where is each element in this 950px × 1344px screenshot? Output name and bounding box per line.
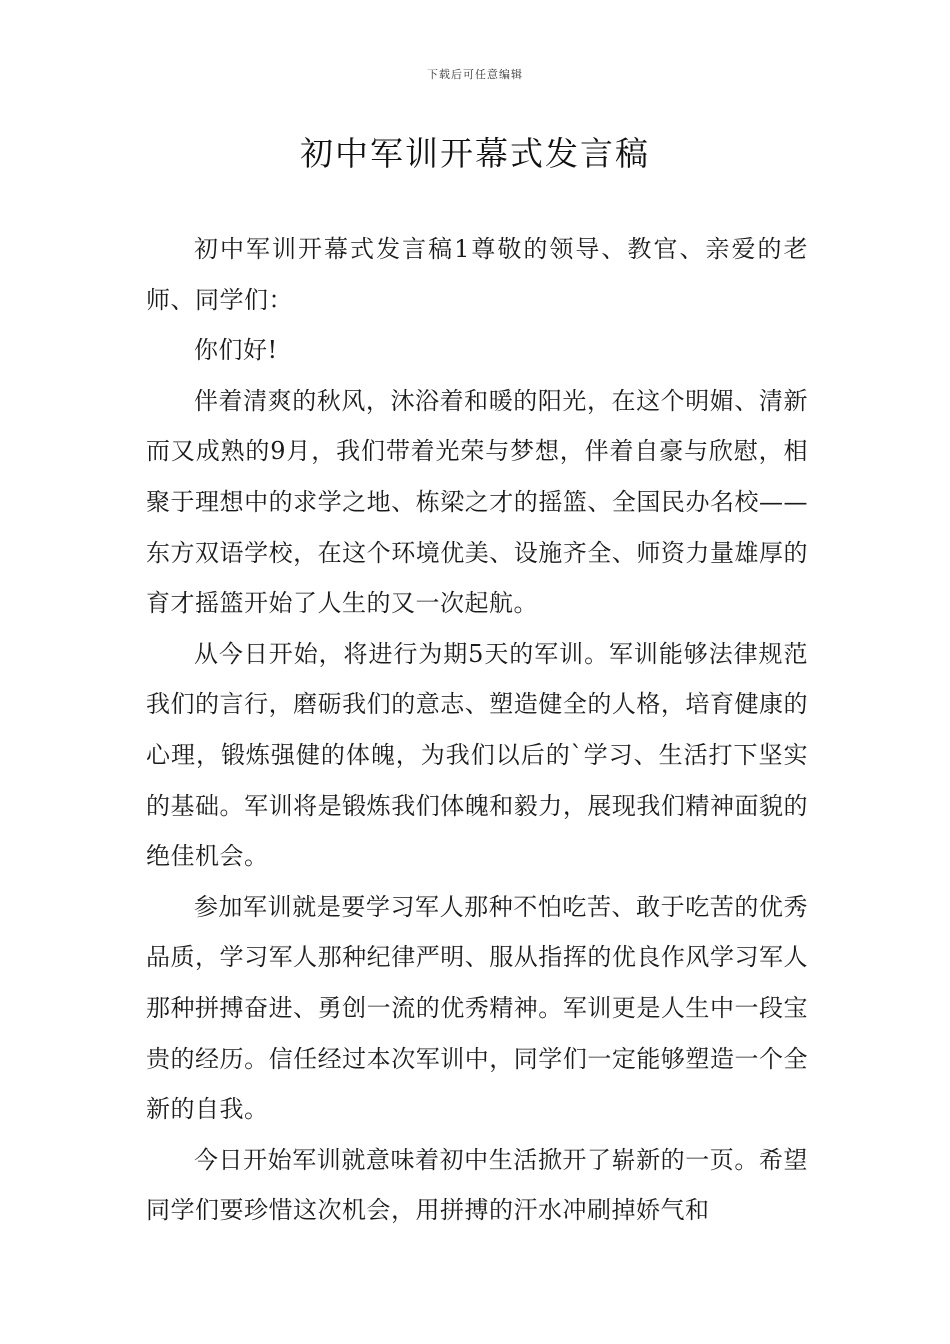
- paragraph-greeting: 初中军训开幕式发言稿1尊敬的领导、教官、亲爱的老师、同学们：: [146, 235, 808, 314]
- paragraph-training-start: 从今日开始，将进行为期5天的军训。军训能够法律规范我们的言行，磨砺我们的意志、塑造健全的人格，培育健康的心理，锻炼强健的体魄，为我们以后的`学习、生活打下坚实的基础。军训将是锻炼我们体魄和毅力，展现我们精神面貌的绝佳机会。: [146, 639, 808, 871]
- paragraph-intro: 伴着清爽的秋风，沐浴着和暖的阳光，在这个明媚、清新而又成熟的9月，我们带着光荣与梦想，伴着自豪与欣慰，相聚于理想中的求学之地、栋梁之才的摇篮、全国民办名校——东方双语学校，在这个环境优美、设施齐全、师资力量雄厚的育才摇篮开始了人生的又一次起航。: [146, 386, 808, 618]
- document-title: 初中军训开幕式发言稿: [300, 134, 650, 173]
- paragraph-new-page: 今日开始军训就意味着初中生活掀开了崭新的一页。希望同学们要珍惜这次机会，用拼搏的汗水冲刷掉娇气和: [146, 1145, 808, 1225]
- paragraph-learning: 参加军训就是要学习军人那种不怕吃苦、敢于吃苦的优秀品质，学习军人那种纪律严明、服从指挥的优良作风学习军人那种拼搏奋进、勇创一流的优秀精神。军训更是人生中一段宝贵的经历。信任经过本次军训中，同学们一定能够塑造一个全新的自我。: [146, 892, 808, 1124]
- header-note: 下载后可任意编辑: [427, 68, 523, 81]
- document-body: [146, 224, 808, 1236]
- paragraph-hello: 你们好!: [194, 336, 278, 365]
